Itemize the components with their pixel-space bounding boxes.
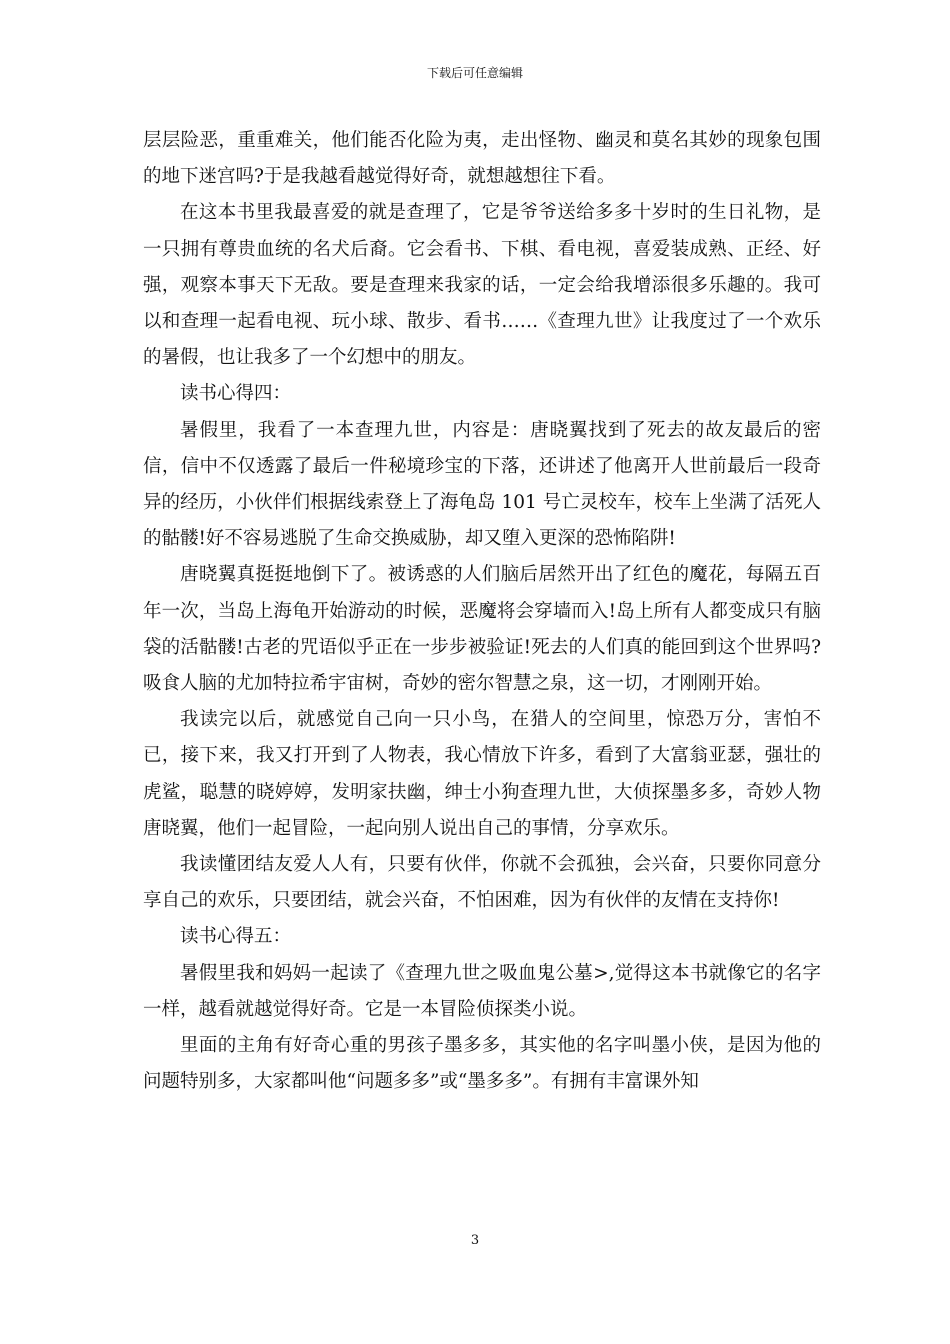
paragraph: 层层险恶，重重难关，他们能否化险为夷，走出怪物、幽灵和莫名其妙的现象包围的地下迷宫吗?于是我越看越觉得好奇，就想越想往下看。 <box>143 130 821 188</box>
paragraph: 在这本书里我最喜爱的就是查理了，它是爷爷送给多多十岁时的生日礼物，是一只拥有尊贵血统的名犬后裔。它会看书、下棋、看电视，喜爱装成熟、正经、好强，观察本事天下无敌。要是查理来我家的话，一定会给我增添很多乐趣的。我可以和查理一起看电视、玩小球、散步、看书……《查理九世》让我度过了一个欢乐的暑假，也让我多了一个幻想中的朋友。 <box>143 202 821 369</box>
page-number: 3 <box>470 1233 480 1248</box>
paragraph: 里面的主角有好奇心重的男孩子墨多多，其实他的名字叫墨小侠，是因为他的问题特别多，大家都叫他“问题多多”或“墨多多”。有拥有丰富课外知 <box>143 1035 821 1093</box>
paragraph: 暑假里我和妈妈一起读了《查理九世之吸血鬼公墓>,觉得这本书就像它的名字一样，越看就越觉得好奇。它是一本冒险侦探类小说。 <box>143 962 821 1020</box>
paragraph: 暑假里，我看了一本查理九世，内容是：唐晓翼找到了死去的故友最后的密信，信中不仅透露了最后一件秘境珍宝的下落，还讲述了他离开人世前最后一段奇异的经历，小伙伴们根据线索登上了海龟岛 101 号亡灵校车，校车上坐满了活死人的骷髅!好不容易逃脱了生命交换威胁，却又堕入更深的恐怖陷阱! <box>143 419 821 550</box>
page-header: 下载后可任意编辑 <box>426 66 523 80</box>
paragraph: 我读完以后，就感觉自己向一只小鸟，在猎人的空间里，惊恐万分，害怕不已，接下来，我又打开到了人物表，我心情放下许多，看到了大富翁亚瑟，强壮的虎鲨，聪慧的晓婷婷，发明家扶幽，绅士小狗查理九世，大侦探墨多多，奇妙人物唐晓翼，他们一起冒险，一起向别人说出自己的事情，分享欢乐。 <box>143 709 821 839</box>
paragraph: 我读懂团结友爱人人有，只要有伙伴，你就不会孤独，会兴奋，只要你同意分享自己的欢乐，只要团结，就会兴奋，不怕困难，因为有伙伴的友情在支持你! <box>143 854 821 912</box>
paragraph: 唐晓翼真挺挺地倒下了。被诱惑的人们脑后居然开出了红色的魔花，每隔五百年一次，当岛上海龟开始游动的时候，恶魔将会穿墙而入!岛上所有人都变成只有脑袋的活骷髅!古老的咒语似乎正在一步步被验证!死去的人们真的能回到这个世界吗?吸食人脑的尤加特拉希宇宙树，奇妙的密尔智慧之泉，这一切，才刚刚开始。 <box>143 564 821 695</box>
section-heading: 读书心得五： <box>180 926 292 948</box>
body-text <box>143 123 821 1100</box>
section-heading: 读书心得四： <box>180 383 292 405</box>
